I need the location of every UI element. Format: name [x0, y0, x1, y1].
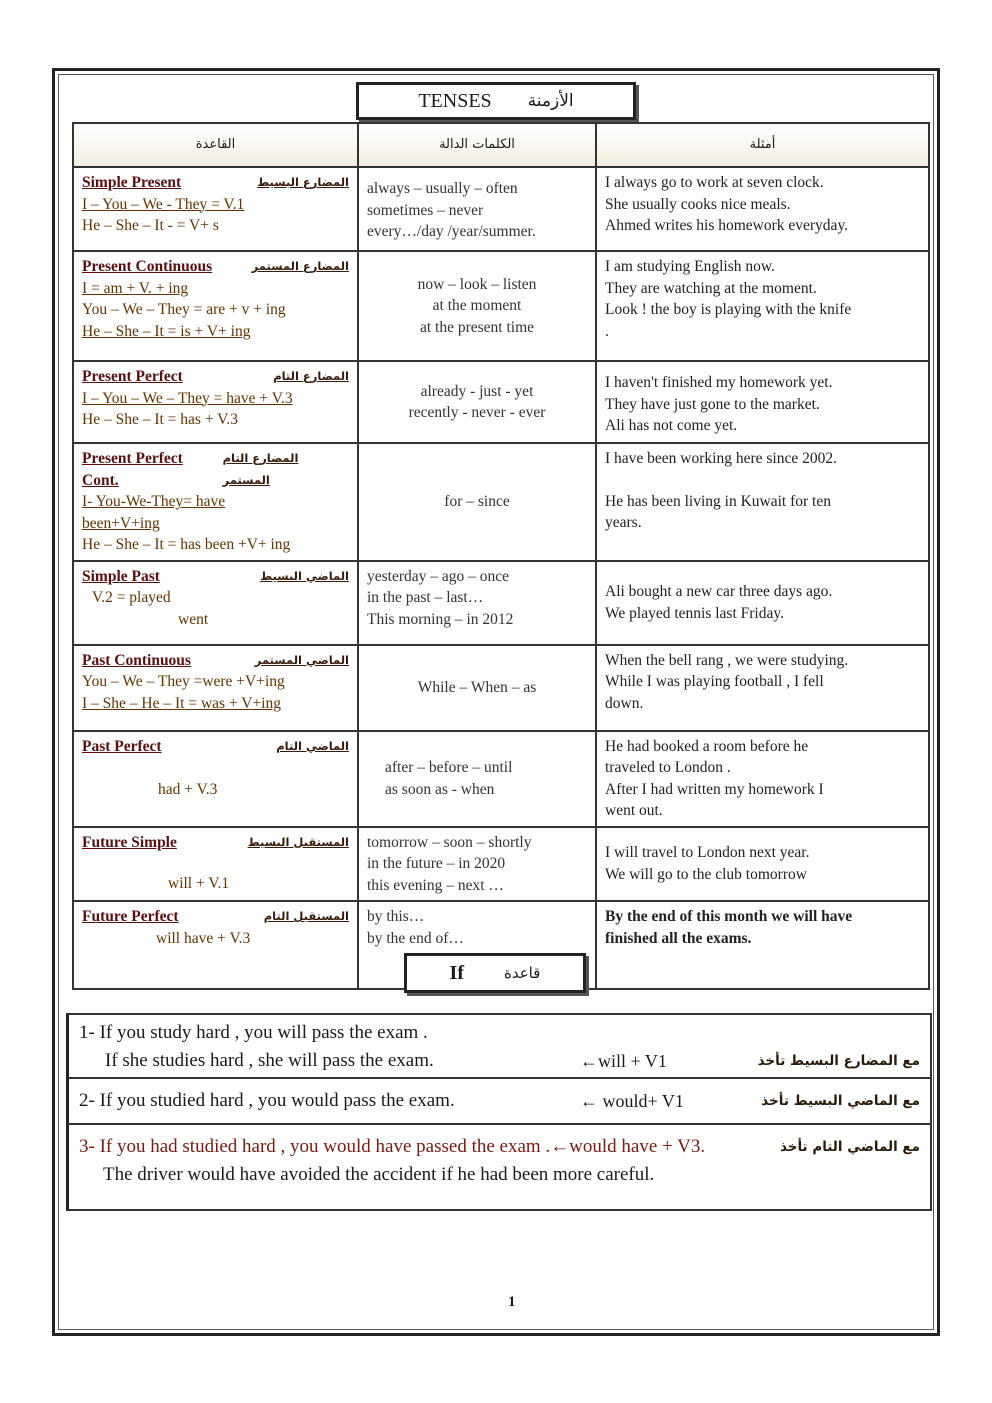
if-rule-ar: مع الماضي البسيط تأخذ	[761, 1093, 920, 1109]
rule-cell	[73, 731, 358, 827]
examples-cell	[596, 901, 929, 989]
if-sentence: The driver would have avoided the accident if he had been more careful.	[103, 1164, 655, 1185]
page-title	[356, 82, 636, 120]
rule-line: will have + V.3	[156, 929, 251, 947]
keyword-line: in the past – last…	[367, 589, 484, 606]
tense-name-en: Present Perfect	[82, 368, 183, 385]
title-en: TENSES	[418, 89, 492, 112]
if-rule-ar: مع الماضي التام تأخذ	[779, 1139, 920, 1155]
keywords-cell	[358, 645, 596, 731]
keyword-line: yesterday – ago – once	[367, 567, 510, 585]
keywords-cell	[358, 827, 596, 902]
rule-cell	[73, 251, 358, 361]
rule-cell	[73, 645, 358, 731]
keyword-line: always – usually – often	[367, 180, 518, 197]
table-row	[73, 361, 929, 443]
example-line: When the bell rang , we were studying.	[605, 651, 849, 669]
example-line: They have just gone to the market.	[605, 395, 820, 413]
rule-cell	[73, 901, 358, 989]
tense-name-en: Past Continuous	[82, 651, 191, 669]
keywords-cell	[358, 443, 596, 561]
if-title-ar: قاعدة	[504, 964, 541, 982]
example-line: years.	[605, 514, 642, 531]
keyword-line: sometimes – never	[367, 201, 484, 219]
header-examples: أمثلة	[596, 123, 929, 167]
if-sentence: 1- If you study hard , you will pass the exam .	[79, 1022, 428, 1043]
example-line: By the end of this month we will have	[605, 908, 853, 925]
keyword-line: now – look – listen	[417, 275, 537, 293]
example-line: went out.	[605, 802, 663, 819]
example-line: .	[605, 322, 609, 340]
rule-cell	[73, 167, 358, 251]
if-sentence: 3- If you had studied hard , you would have passed the exam .←would have + V3.	[79, 1136, 706, 1157]
example-line: Look ! the boy is playing with the knife	[605, 301, 852, 318]
keyword-line: recently - never - ever	[408, 404, 546, 421]
rule-cell	[73, 561, 358, 645]
keyword-line: by this…	[367, 908, 425, 925]
example-line	[605, 470, 920, 491]
table-row	[73, 167, 929, 251]
table-row	[73, 561, 929, 645]
example-line: Ali bought a new car three days ago.	[605, 583, 833, 600]
rule-cell	[73, 443, 358, 561]
example-line: traveled to London .	[605, 759, 731, 776]
title-ar: الأزمنة	[527, 91, 574, 111]
examples-cell	[596, 443, 929, 561]
examples-cell	[596, 361, 929, 443]
keyword-line: after – before – until	[385, 759, 513, 776]
tense-name-en: Future Simple	[82, 833, 177, 851]
tense-name-ar: المضارع التام	[273, 369, 349, 383]
header-rule: القاعدة	[73, 123, 358, 167]
if-rule-2	[66, 1079, 932, 1125]
examples-cell	[596, 731, 929, 827]
keywords-cell	[358, 561, 596, 645]
rule-line: I – You – We - They = V.1	[82, 195, 245, 213]
tense-name-ar: المضارع التام المستمر	[222, 451, 299, 487]
rule-line: I – You – We – They = have + V.3	[82, 389, 293, 407]
tense-name-ar: الماضي المستمر	[254, 652, 349, 667]
if-rule-3	[66, 1125, 932, 1211]
table-row	[73, 731, 929, 827]
example-line: I haven't finished my homework yet.	[605, 374, 833, 391]
example-line: Ahmed writes his homework everyday.	[605, 217, 849, 234]
if-formula: ←will + V1	[580, 1051, 667, 1071]
page-number: 1	[508, 1294, 516, 1310]
rule-line: You – We – They =were +V+ing	[82, 673, 285, 690]
keyword-line: at the present time	[419, 318, 535, 336]
rule-line: He – She – It - = V+ s	[82, 217, 219, 234]
if-sentence: If she studies hard , she will pass the exam.	[105, 1050, 434, 1071]
example-line: I am studying English now.	[605, 258, 775, 275]
table-header-row	[73, 123, 929, 167]
tense-name-ar: الماضي البسيط	[260, 568, 349, 583]
tense-name-en: Present Perfect Cont.	[82, 450, 183, 489]
keyword-line: in the future – in 2020	[367, 855, 506, 872]
rule-line: will + V.1	[168, 875, 230, 892]
keywords-cell	[358, 731, 596, 827]
keyword-line: This morning – in 2012	[367, 610, 514, 628]
example-line: He had booked a room before he	[605, 737, 809, 755]
keyword-line: While – When – as	[417, 678, 537, 696]
example-line: finished all the exams.	[605, 929, 752, 947]
if-rule-1	[66, 1013, 932, 1079]
example-line: She usually cooks nice meals.	[605, 195, 791, 213]
tense-name-en: Simple Past	[82, 567, 160, 585]
examples-cell	[596, 167, 929, 251]
rule-line: went	[178, 610, 209, 628]
tense-name-ar: الماضي التام	[276, 738, 349, 753]
tense-name-en: Present Continuous	[82, 258, 213, 275]
table-row	[73, 251, 929, 361]
rule-line: been+V+ing	[82, 514, 160, 532]
example-line: We played tennis last Friday.	[605, 604, 784, 622]
examples-cell	[596, 251, 929, 361]
example-line: down.	[605, 694, 644, 712]
tense-name-en: Simple Present	[82, 174, 182, 191]
rule-line: You – We – They = are + v + ing	[82, 301, 286, 318]
rule-cell	[73, 827, 358, 902]
keyword-line: by the end of…	[367, 929, 464, 947]
table-row	[73, 645, 929, 731]
examples-cell	[596, 827, 929, 902]
rule-line: I- You-We-They= have	[82, 493, 226, 510]
rule-line: had + V.3	[158, 781, 218, 798]
rule-line: He – She – It = has + V.3	[82, 411, 238, 428]
examples-cell	[596, 561, 929, 645]
table-row	[73, 827, 929, 902]
keywords-cell	[358, 167, 596, 251]
keywords-cell	[358, 361, 596, 443]
if-sentence: 2- If you studied hard , you would pass the exam.	[79, 1090, 455, 1111]
tense-name-ar: المضارع المستمر	[251, 259, 349, 273]
rule-line: He – She – It = has been +V+ ing	[82, 536, 291, 553]
rule-line: I – She – He – It = was + V+ing	[82, 694, 282, 712]
if-rule-ar: مع المضارع البسيط تأخذ	[757, 1053, 920, 1069]
keyword-line: tomorrow – soon – shortly	[367, 833, 532, 851]
table-row	[73, 443, 929, 561]
rule-cell	[73, 361, 358, 443]
tense-name-ar: المستقبل البسيط	[247, 834, 349, 849]
header-keywords: الكلمات الدالة	[358, 123, 596, 167]
tense-name-ar: المستقبل التام	[263, 909, 349, 923]
keyword-line: this evening – next …	[367, 876, 504, 894]
example-line: I have been working here since 2002.	[605, 450, 837, 467]
if-title	[404, 953, 586, 993]
examples-cell	[596, 645, 929, 731]
example-line: We will go to the club tomorrow	[605, 865, 807, 883]
tense-name-ar: المضارع البسيط	[257, 175, 349, 189]
example-line: While I was playing football , I fell	[605, 673, 824, 690]
keyword-line: at the moment	[432, 297, 522, 315]
rule-line: He – She – It = is + V+ ing	[82, 322, 251, 340]
example-line: Ali has not come yet.	[605, 417, 738, 434]
keyword-line: every…/day /year/summer.	[367, 223, 536, 240]
tense-name-en: Past Perfect	[82, 737, 162, 755]
example-line: I always go to work at seven clock.	[605, 174, 824, 191]
if-title-en: If	[449, 961, 464, 984]
example-line: He has been living in Kuwait for ten	[605, 492, 831, 510]
rule-line: V.2 = played	[92, 589, 171, 606]
if-rules-list	[66, 1013, 932, 1211]
keyword-line: as soon as - when	[385, 780, 495, 798]
tenses-table	[72, 122, 930, 990]
rule-line: I = am + V. + ing	[82, 279, 189, 297]
if-formula: ← would+ V1	[580, 1091, 684, 1111]
example-line: After I had written my homework I	[605, 780, 824, 798]
keyword-line: for – since	[444, 493, 510, 510]
example-line: They are watching at the moment.	[605, 279, 817, 297]
example-line: I will travel to London next year.	[605, 844, 810, 862]
keywords-cell	[358, 251, 596, 361]
tense-name-en: Future Perfect	[82, 908, 179, 925]
keyword-line: already - just - yet	[420, 382, 534, 400]
